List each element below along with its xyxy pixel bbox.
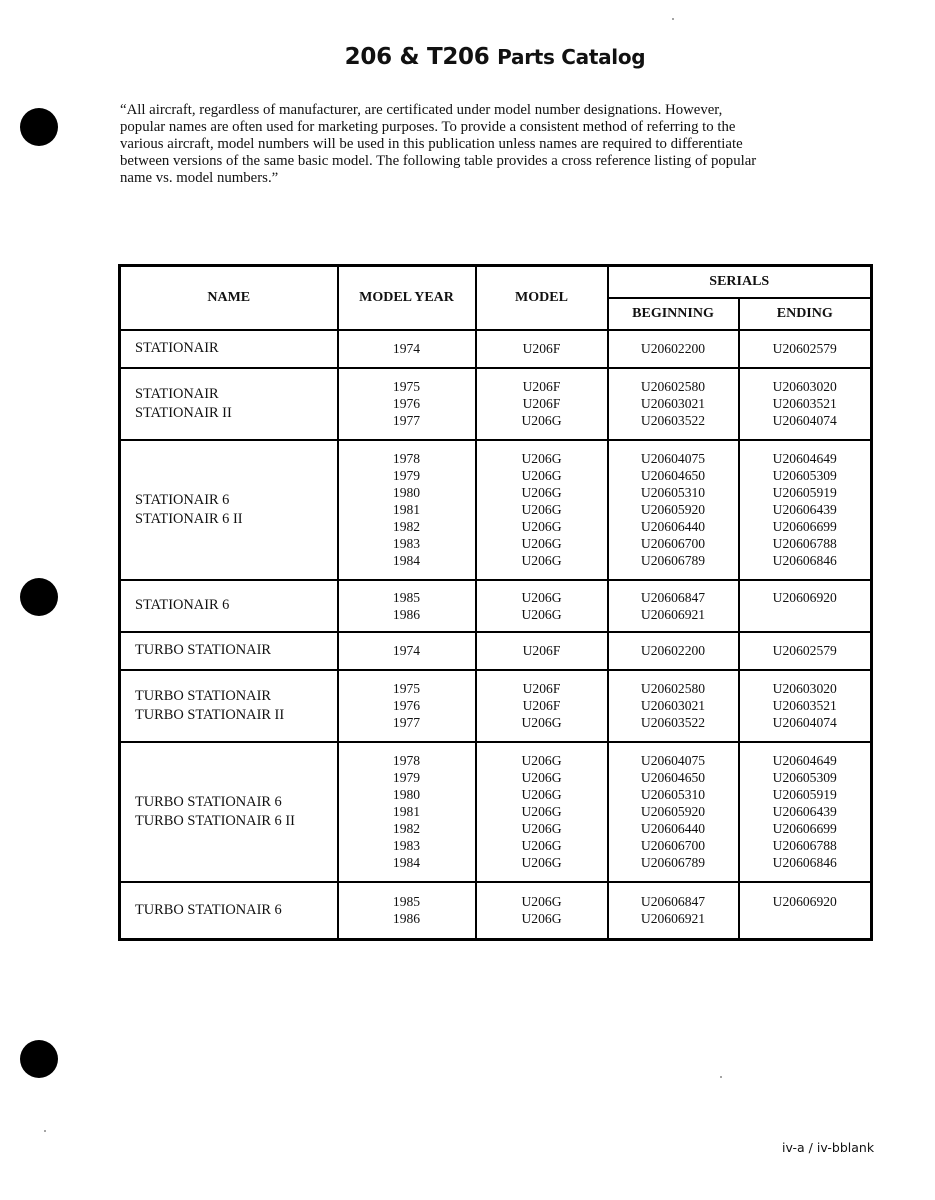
cell-line: U206G [521,485,562,500]
intro-paragraph [120,102,870,187]
cell-model [476,632,608,670]
cell-line: U20605919 [772,787,837,802]
table-row [120,882,872,940]
cell-line: U20605920 [640,502,706,517]
cell-line: 1985 [392,894,421,910]
cell-line [740,606,871,623]
cell-line: U20606699 [772,821,837,836]
cell-model [476,580,608,632]
cell-line: U20604075 [640,451,706,466]
cell-line: U206G [521,468,562,483]
cell-line: U20606789 [640,855,706,870]
binder-hole-top [20,108,58,146]
cell-line: 1981 [392,502,421,517]
cell-line: U206G [521,855,562,870]
table-row [120,330,872,368]
cell-line: U20602200 [640,643,706,658]
cell-serial-beginning [608,742,739,882]
cell-line: 1980 [392,787,421,802]
cell-line: U20606921 [640,911,706,927]
cross-reference-table [118,264,873,941]
cell-line: 1976 [392,396,421,411]
cell-line: U206G [521,589,562,605]
cell-line: U206G [521,519,562,534]
cell-line: TURBO STATIONAIR 6 II [135,812,295,829]
cell-line: STATIONAIR 6 [135,491,230,508]
cell-line: U206F [522,681,561,696]
cell-model [476,330,608,368]
cell-line: U206G [521,536,562,551]
cell-model [476,440,608,580]
cell-line: TURBO STATIONAIR II [135,706,285,723]
cell-line: U206G [521,451,562,466]
cell-line: U206G [521,787,562,802]
cell-serial-ending [739,330,872,368]
cell-line: 1975 [392,379,421,394]
cell-serial-beginning [608,330,739,368]
header-serials: SERIALS [608,266,872,298]
cell-line: U20604074 [772,715,837,730]
page-reference: iv-a / iv-bblank [782,1140,875,1155]
cell-line: 1983 [392,536,421,551]
cell-line: U206F [522,643,561,658]
cell-line: STATIONAIR II [135,404,232,421]
intro-line: between versions of the same basic model. The following table provides a cross reference listing of popular [120,153,757,169]
cell-model-year [338,580,476,632]
cell-line: U20606920 [772,894,837,910]
cell-line: U206F [522,341,561,356]
cell-line: U206G [521,606,562,622]
cell-line: 1978 [392,753,421,768]
cell-line: U206G [521,753,562,768]
intro-line: “All aircraft, regardless of manufacturer, are certificated under model number designations. However, [120,102,723,118]
cell-line: TURBO STATIONAIR [135,687,271,704]
scan-speck [720,1076,722,1078]
cell-line: 1986 [392,606,421,622]
cell-line: 1986 [392,911,421,927]
cell-line: U20603522 [640,715,706,730]
cell-model-year [338,670,476,742]
table-row [120,632,872,670]
cell-line: 1974 [392,341,421,356]
cell-serial-ending [739,742,872,882]
cell-line: U20603020 [772,379,837,394]
cell-line: TURBO STATIONAIR 6 [135,793,282,810]
cell-name [120,742,338,882]
cell-line: U206G [521,553,562,568]
cell-line: U20606789 [640,553,706,568]
cell-name [120,330,338,368]
header-ending: ENDING [739,298,872,330]
cell-line: U20602200 [640,341,706,356]
cell-line: U20606440 [640,519,706,534]
cell-line: U20603020 [772,681,837,696]
cell-line: U206F [522,396,561,411]
cell-line: U20603521 [772,396,837,411]
cell-line: TURBO STATIONAIR 6 [135,901,282,918]
cell-model-year [338,632,476,670]
title-main: 206 & T206 [344,44,490,70]
cell-serial-beginning [608,440,739,580]
cell-line: 1980 [392,485,421,500]
cell-name [120,670,338,742]
cell-line: U20602580 [640,681,706,696]
cell-line: U206G [521,715,562,730]
cell-line: U20606846 [772,553,837,568]
cell-line: 1984 [392,855,421,870]
cell-line: U20606700 [640,838,706,853]
cell-line: U206G [521,502,562,517]
cell-line: U206G [521,804,562,819]
cell-line: 1982 [392,519,421,534]
table-row [120,368,872,440]
cell-line: U20604074 [772,413,837,428]
table-row [120,580,872,632]
cell-line: U20603521 [772,698,837,713]
cell-name [120,368,338,440]
cell-model-year [338,882,476,940]
cell-line: U206G [521,894,562,910]
cell-line: U20603522 [640,413,706,428]
cell-model-year [338,440,476,580]
cell-model-year [338,330,476,368]
cell-line: U206G [521,770,562,785]
table-body [120,330,872,940]
cell-line: U20606439 [772,502,837,517]
cell-line: U20604075 [640,753,706,768]
cell-line: U20606846 [772,855,837,870]
cell-name [120,632,338,670]
cell-line: U20603021 [640,396,706,411]
table-row [120,742,872,882]
cell-serial-ending [739,882,872,940]
cell-serial-beginning [608,580,739,632]
cell-line: STATIONAIR 6 [135,597,230,613]
cell-model-year [338,742,476,882]
cell-line: U20606788 [772,536,837,551]
scan-speck [672,18,674,20]
cell-line: U206G [521,821,562,836]
cell-line: TURBO STATIONAIR [135,642,271,658]
cell-line: 1985 [392,589,421,605]
cell-line [740,910,871,927]
cell-line: 1979 [392,770,421,785]
cell-line: 1979 [392,468,421,483]
cell-line: 1976 [392,698,421,713]
cell-line: 1981 [392,804,421,819]
cell-line: U20605309 [772,770,837,785]
cell-line: U20606847 [640,589,706,605]
cell-line: STATIONAIR [135,385,219,402]
cell-line: U20606700 [640,536,706,551]
cell-line: U20605919 [772,485,837,500]
cell-line: U206G [521,413,562,428]
cell-line: U20606788 [772,838,837,853]
cell-name [120,580,338,632]
cell-line: U206F [522,379,561,394]
cell-line: U20606440 [640,821,706,836]
header-model-year: MODEL YEAR [338,266,476,330]
cell-serial-ending [739,670,872,742]
cell-line: 1978 [392,451,421,466]
table-row [120,670,872,742]
cell-line: U20602580 [640,379,706,394]
cell-line: U20606847 [640,894,706,910]
cell-model [476,670,608,742]
header-model: MODEL [476,266,608,330]
cell-line: 1982 [392,821,421,836]
cell-line: U20605309 [772,468,837,483]
cell-line: U20605920 [640,804,706,819]
cell-serial-ending [739,368,872,440]
cell-line: 1977 [392,715,421,730]
cell-model [476,742,608,882]
cell-serial-ending [739,440,872,580]
cell-line: 1974 [392,643,421,658]
cell-line: U206G [521,911,562,927]
cell-serial-beginning [608,882,739,940]
cell-line: U20606920 [772,589,837,605]
cell-serial-beginning [608,632,739,670]
intro-line: name vs. model numbers.” [120,170,279,186]
binder-hole-bottom [20,1040,58,1078]
cell-line: U20606699 [772,519,837,534]
table-row [120,440,872,580]
cell-line: U20606439 [772,804,837,819]
cell-line: U20604650 [640,468,706,483]
intro-line: various aircraft, model numbers will be used in this publication unless names are required to differentiate [120,136,743,152]
cell-line: STATIONAIR [135,340,219,356]
intro-line: popular names are often used for marketing purposes. To provide a consistent method of referring to the [120,119,736,135]
title-rest: Parts Catalog [497,45,646,69]
cell-line: U20603021 [640,698,706,713]
cell-line: 1984 [392,553,421,568]
cell-line: U20604649 [772,451,837,466]
header-beginning: BEGINNING [608,298,739,330]
cell-serial-ending [739,632,872,670]
cell-model [476,368,608,440]
cell-serial-beginning [608,670,739,742]
binder-hole-middle [20,578,58,616]
cell-line: U20606921 [640,606,706,622]
cell-line: U20605310 [640,485,706,500]
cell-line: U20604649 [772,753,837,768]
cell-name [120,882,338,940]
cell-line: 1983 [392,838,421,853]
cell-line: 1977 [392,413,421,428]
cell-line: U206G [521,838,562,853]
cell-line: U20602579 [772,643,837,658]
scan-speck [44,1130,46,1132]
cell-line: U206F [522,698,561,713]
cell-line: U20604650 [640,770,706,785]
cell-serial-ending [739,580,872,632]
page-title [0,44,935,70]
cell-model [476,882,608,940]
cell-line: STATIONAIR 6 II [135,510,243,527]
cell-line: U20605310 [640,787,706,802]
cell-serial-beginning [608,368,739,440]
cell-line: 1975 [392,681,421,696]
cell-line: U20602579 [772,341,837,356]
header-name: NAME [120,266,338,330]
cell-model-year [338,368,476,440]
cell-name [120,440,338,580]
